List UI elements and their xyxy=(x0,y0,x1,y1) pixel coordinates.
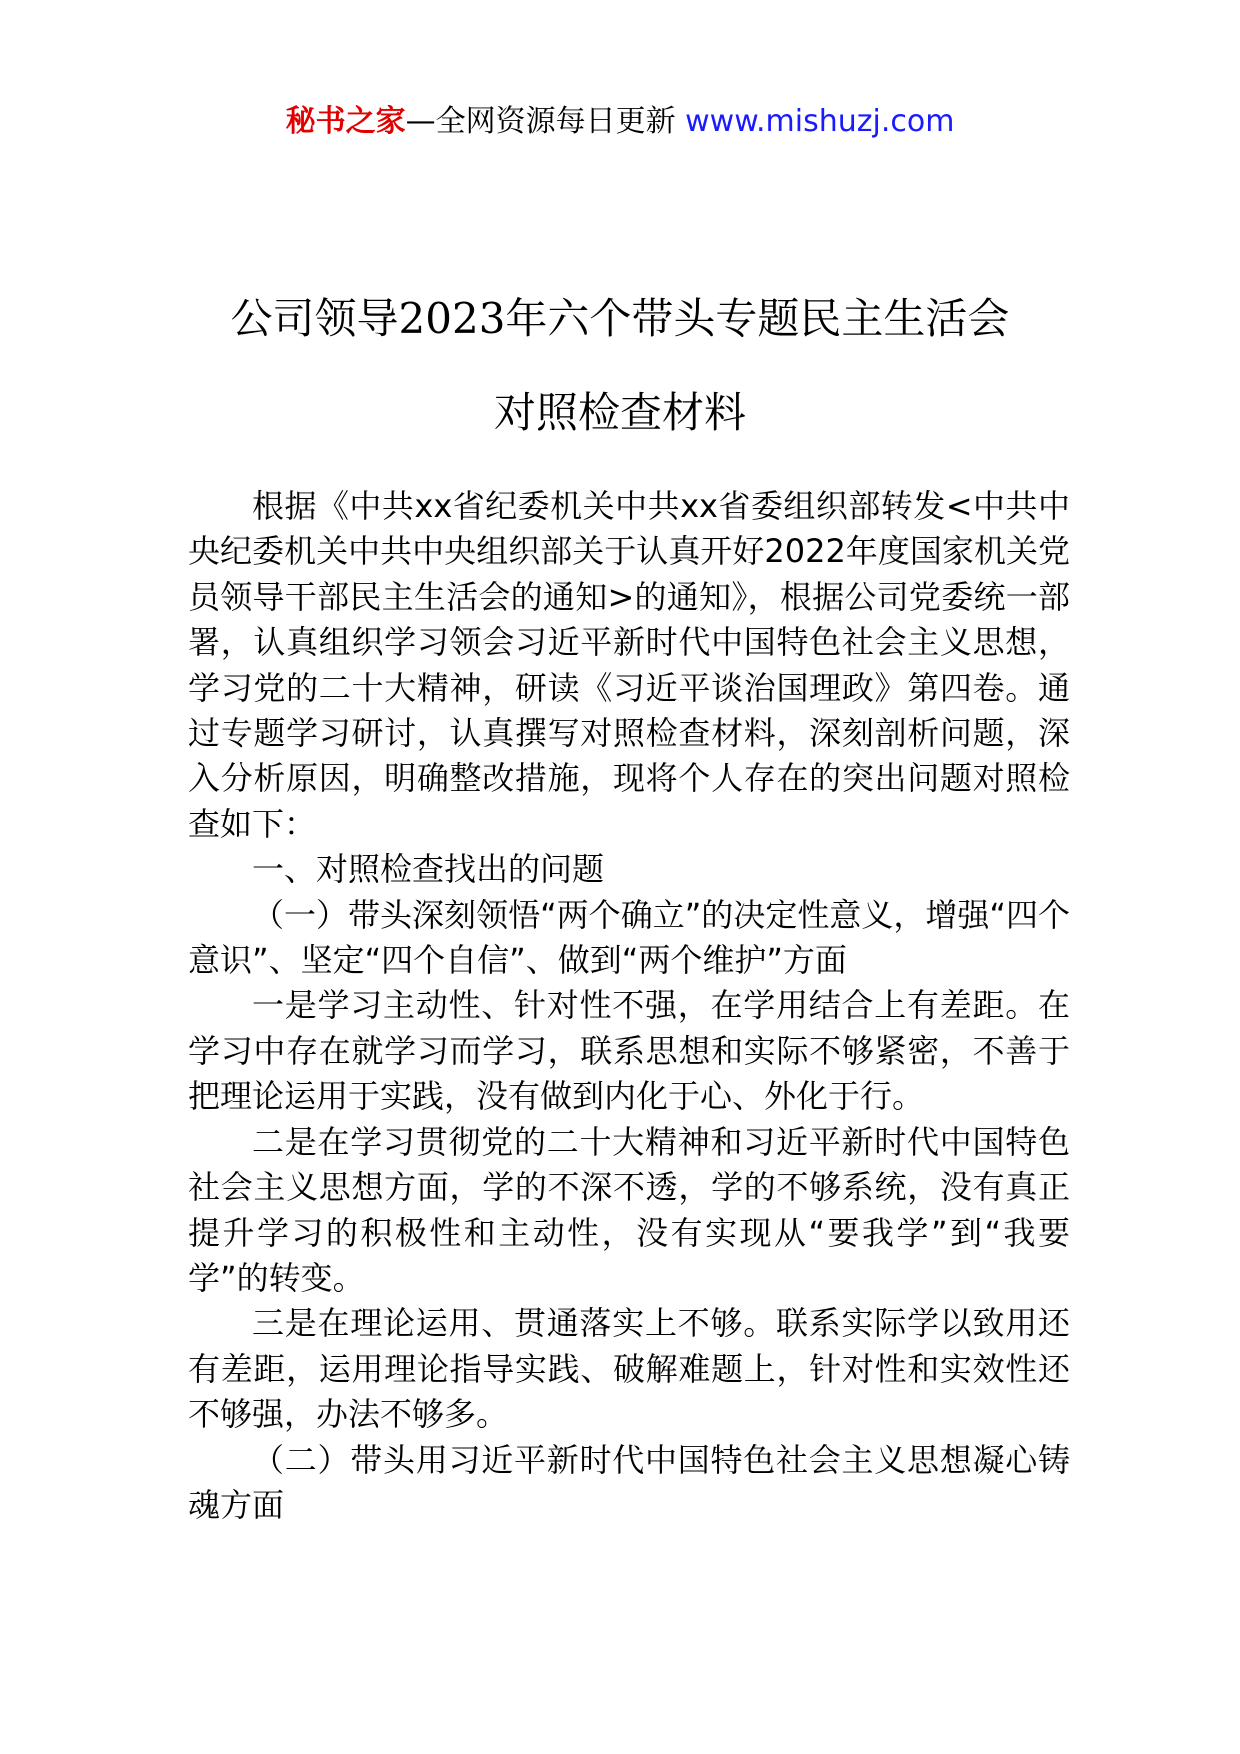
site-banner xyxy=(0,100,1240,144)
paragraph-intro: 根据《中共xx省纪委机关中共xx省委组织部转发<中共中央纪委机关中共中央组织部关于认真开好2022年度国家机关党员领导干部民主生活会的通知>的通知》，根据公司党委统一部署，认真组织学习领会习近平新时代中国特色社会主义思想，学习党的二十大精神，研读《习近平谈治国理政》第四卷。通过专题学习研讨，认真撰写对照检查材料，深刻剖析问题，深入分析原因，明确整改措施，现将个人存在的突出问题对照检查如下： xyxy=(188,487,1070,843)
site-url-link[interactable]: www.mishuzj.com xyxy=(685,104,955,139)
subsection-heading-1: （一）带头深刻领悟“两个确立”的决定性意义，增强“四个意识”、坚定“四个自信”、做到“两个维护”方面 xyxy=(188,895,1070,980)
paragraph-point-2: 二是在学习贯彻党的二十大精神和习近平新时代中国特色社会主义思想方面，学的不深不透，学的不够系统，没有真正提升学习的积极性和主动性，没有实现从“要我学”到“我要学”的转变。 xyxy=(188,1122,1070,1297)
paragraph-point-1: 一是学习主动性、针对性不强，在学用结合上有差距。在学习中存在就学习而学习，联系思想和实际不够紧密，不善于把理论运用于实践，没有做到内化于心、外化于行。 xyxy=(188,986,1070,1116)
subsection-heading-2: （二）带头用习近平新时代中国特色社会主义思想凝心铸魂方面 xyxy=(188,1440,1070,1524)
brand-name: 秘书之家 xyxy=(285,104,406,139)
paragraph-point-3: 三是在理论运用、贯通落实上不够。联系实际学以致用还有差距，运用理论指导实践、破解难题上，针对性和实效性还不够强，办法不够多。 xyxy=(188,1304,1070,1434)
document-title xyxy=(0,272,1240,460)
title-line-2: 对照检查材料 xyxy=(493,388,746,437)
document-body xyxy=(188,484,1070,1528)
banner-tagline: —全网资源每日更新 xyxy=(405,104,686,139)
title-line-1: 公司领导2023年六个带头专题民主生活会 xyxy=(230,294,1010,343)
section-heading: 一、对照检查找出的问题 xyxy=(252,850,605,889)
